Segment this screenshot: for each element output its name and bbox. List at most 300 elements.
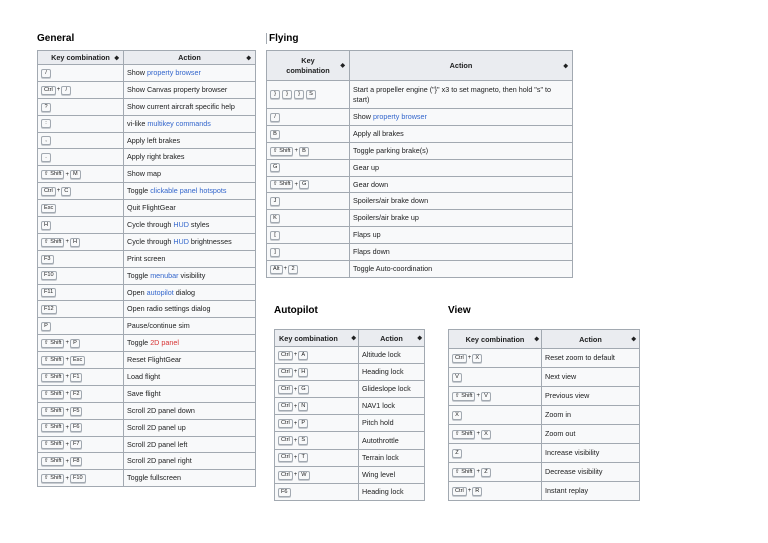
action-cell bbox=[542, 482, 640, 501]
key-cap: P bbox=[70, 339, 80, 348]
key-cap: ⇧ Shift bbox=[41, 356, 64, 365]
flying-table-body bbox=[267, 81, 573, 278]
action-cell bbox=[350, 261, 573, 278]
action-text: Toggle bbox=[127, 186, 151, 196]
action-cell bbox=[124, 352, 256, 369]
action-cell bbox=[359, 466, 425, 483]
table-row bbox=[38, 149, 256, 166]
plus-sign: + bbox=[65, 171, 69, 178]
key-combination-cell bbox=[38, 436, 124, 453]
action-cell bbox=[359, 398, 425, 415]
column-header-action[interactable]: Action ◆ bbox=[359, 330, 425, 347]
plus-sign: + bbox=[65, 391, 69, 398]
action-cell bbox=[542, 349, 640, 368]
action-text: dialog bbox=[173, 287, 195, 297]
key-cap: Z bbox=[481, 468, 491, 477]
key-combination-cell bbox=[38, 284, 124, 301]
table-row bbox=[38, 217, 256, 234]
action-cell bbox=[124, 318, 256, 335]
wiki-link[interactable]: property browser bbox=[372, 111, 427, 121]
key-cap: Ctrl bbox=[278, 385, 293, 394]
action-text: Toggle bbox=[127, 270, 151, 280]
table-row bbox=[267, 176, 573, 193]
action-cell bbox=[124, 149, 256, 166]
key-cap: S bbox=[306, 90, 316, 99]
table-row bbox=[449, 349, 640, 368]
sort-icon[interactable]: ◆ bbox=[114, 55, 119, 61]
plus-sign: + bbox=[293, 454, 298, 461]
key-cap: X bbox=[452, 411, 462, 420]
key-cap: F5 bbox=[70, 407, 83, 416]
table-row bbox=[275, 415, 425, 432]
action-cell bbox=[350, 227, 573, 244]
key-combination-cell bbox=[38, 453, 124, 470]
action-cell bbox=[124, 233, 256, 250]
action-text: Show map bbox=[127, 169, 161, 179]
general-table-body bbox=[38, 65, 256, 487]
plus-sign: + bbox=[293, 369, 298, 376]
key-cap: / bbox=[61, 86, 71, 95]
key-cap: X bbox=[481, 430, 491, 439]
action-text: Start a propeller engine ("}" x3 to set magneto, then hold "s" to start) bbox=[353, 84, 551, 104]
action-text: Apply left brakes bbox=[127, 135, 181, 145]
action-text: Zoom out bbox=[545, 429, 576, 438]
key-combination-cell bbox=[275, 347, 359, 364]
table-row bbox=[38, 183, 256, 200]
action-text: Pitch hold bbox=[362, 418, 394, 428]
key-cap: B bbox=[299, 147, 309, 156]
key-cap: } bbox=[294, 90, 304, 99]
table-row bbox=[267, 142, 573, 159]
key-cap: ? bbox=[41, 103, 51, 112]
action-text: Show bbox=[127, 67, 147, 77]
table-row bbox=[275, 449, 425, 466]
sort-icon[interactable]: ◆ bbox=[246, 55, 251, 61]
key-cap: F10 bbox=[41, 271, 57, 280]
table-row bbox=[267, 159, 573, 176]
wiki-link[interactable]: HUD bbox=[173, 219, 189, 229]
action-cell bbox=[124, 200, 256, 217]
key-cap: ⇧ Shift bbox=[41, 238, 64, 247]
action-cell bbox=[542, 368, 640, 387]
plus-sign: + bbox=[65, 357, 69, 364]
action-cell bbox=[124, 65, 256, 82]
plus-sign: + bbox=[467, 488, 472, 495]
wiki-link[interactable]: clickable panel hotspots bbox=[150, 186, 227, 196]
action-cell bbox=[350, 193, 573, 210]
plus-sign: + bbox=[65, 340, 69, 347]
key-combination-cell bbox=[275, 432, 359, 449]
wiki-link[interactable]: HUD bbox=[173, 236, 189, 246]
key-cap: ⇧ Shift bbox=[41, 339, 64, 348]
view-heading: View bbox=[448, 305, 471, 316]
view-section bbox=[448, 305, 640, 501]
table-row bbox=[38, 318, 256, 335]
action-cell bbox=[542, 444, 640, 463]
key-combination-cell bbox=[267, 81, 350, 109]
action-cell bbox=[124, 284, 256, 301]
wiki-link[interactable]: property browser bbox=[146, 67, 201, 77]
action-cell bbox=[350, 210, 573, 227]
key-cap: Ctrl bbox=[278, 471, 293, 480]
table-row bbox=[449, 387, 640, 406]
sort-icon[interactable]: ◆ bbox=[563, 63, 568, 69]
action-text: Apply all brakes bbox=[353, 128, 404, 138]
plus-sign: + bbox=[65, 475, 69, 482]
table-row bbox=[38, 369, 256, 386]
key-cap: Ctrl bbox=[41, 187, 56, 196]
key-combination-cell bbox=[449, 387, 542, 406]
action-text: Reset FlightGear bbox=[127, 355, 182, 365]
sort-icon[interactable]: ◆ bbox=[534, 336, 539, 343]
flying-heading: Flying bbox=[266, 33, 573, 44]
autopilot-heading: Autopilot bbox=[274, 305, 318, 316]
sort-icon[interactable]: ◆ bbox=[351, 335, 356, 342]
plus-sign: + bbox=[283, 266, 288, 273]
action-text: Scroll 2D panel up bbox=[127, 422, 186, 432]
key-combination-cell bbox=[38, 81, 124, 98]
key-cap: Alt bbox=[270, 265, 283, 274]
general-table bbox=[37, 50, 256, 487]
key-cap: J bbox=[270, 197, 280, 206]
column-header-key-combination[interactable]: Key combination ◆ bbox=[38, 51, 124, 65]
key-cap: G bbox=[270, 163, 280, 172]
action-cell bbox=[350, 109, 573, 126]
table-row bbox=[38, 301, 256, 318]
key-cap: F7 bbox=[70, 440, 83, 449]
table-row bbox=[267, 261, 573, 278]
key-combination-cell bbox=[449, 482, 542, 501]
key-combination-cell bbox=[275, 398, 359, 415]
key-combination-cell bbox=[38, 217, 124, 234]
action-text: Load flight bbox=[127, 371, 161, 381]
action-text: vi-like bbox=[127, 118, 148, 128]
action-text: Toggle bbox=[127, 338, 151, 348]
autopilot-section bbox=[274, 305, 425, 501]
key-combination-cell bbox=[449, 444, 542, 463]
table-row bbox=[38, 200, 256, 217]
table-row bbox=[38, 98, 256, 115]
plus-sign: + bbox=[293, 352, 298, 359]
table-row bbox=[38, 436, 256, 453]
key-cap: W bbox=[298, 471, 309, 480]
flying-table bbox=[266, 50, 573, 278]
key-combination-cell bbox=[275, 483, 359, 500]
key-combination-cell bbox=[38, 402, 124, 419]
plus-sign: + bbox=[476, 469, 480, 476]
key-cap: H bbox=[41, 221, 51, 230]
action-cell bbox=[124, 132, 256, 149]
plus-sign: + bbox=[467, 355, 472, 362]
key-combination-cell bbox=[449, 406, 542, 425]
action-text: Print screen bbox=[127, 253, 166, 263]
action-cell bbox=[359, 347, 425, 364]
action-cell bbox=[350, 244, 573, 261]
key-cap: Ctrl bbox=[41, 86, 56, 95]
key-combination-cell bbox=[449, 425, 542, 444]
red-link[interactable]: 2D panel bbox=[150, 338, 179, 348]
key-cap: F6 bbox=[70, 423, 83, 432]
key-cap: ⇧ Shift bbox=[270, 180, 293, 189]
action-text: Pause/continue sim bbox=[127, 321, 190, 331]
action-text: Spoilers/air brake up bbox=[353, 213, 419, 223]
key-combination-cell bbox=[38, 183, 124, 200]
plus-sign: + bbox=[65, 441, 69, 448]
key-combination-cell bbox=[38, 470, 124, 487]
column-header-action[interactable]: Action ◆ bbox=[124, 51, 256, 65]
key-cap: ⇧ Shift bbox=[41, 170, 64, 179]
table-row bbox=[38, 385, 256, 402]
action-cell bbox=[124, 183, 256, 200]
key-combination-cell bbox=[38, 233, 124, 250]
autopilot-table bbox=[274, 329, 425, 501]
action-cell bbox=[124, 250, 256, 267]
action-text: Heading lock bbox=[362, 367, 404, 377]
action-text: Gear down bbox=[353, 179, 389, 189]
key-cap: F11 bbox=[41, 288, 56, 297]
action-text: Heading lock bbox=[362, 486, 404, 496]
key-cap: Ctrl bbox=[278, 402, 293, 411]
action-cell bbox=[124, 98, 256, 115]
table-row bbox=[275, 432, 425, 449]
action-cell bbox=[124, 81, 256, 98]
key-combination-cell bbox=[38, 335, 124, 352]
key-cap: , bbox=[41, 136, 51, 145]
key-cap: ⇧ Shift bbox=[41, 407, 64, 416]
action-text: Show current aircraft specific help bbox=[127, 101, 235, 111]
key-cap: Ctrl bbox=[278, 368, 293, 377]
key-cap: X bbox=[472, 354, 482, 363]
key-combination-cell bbox=[38, 250, 124, 267]
general-heading: General bbox=[37, 33, 75, 44]
plus-sign: + bbox=[293, 420, 298, 427]
table-row bbox=[38, 352, 256, 369]
action-text: Glideslope lock bbox=[362, 384, 411, 394]
action-cell bbox=[124, 419, 256, 436]
action-cell bbox=[124, 217, 256, 234]
plus-sign: + bbox=[56, 188, 61, 195]
key-combination-cell bbox=[267, 193, 350, 210]
action-text: Quit FlightGear bbox=[127, 203, 176, 213]
key-cap: ⇧ Shift bbox=[452, 392, 475, 401]
plus-sign: + bbox=[476, 431, 480, 438]
table-row bbox=[267, 193, 573, 210]
wiki-link[interactable]: menubar bbox=[150, 270, 179, 280]
key-cap: C bbox=[61, 187, 71, 196]
table-row bbox=[449, 463, 640, 482]
action-text: Show bbox=[353, 111, 373, 121]
sort-icon[interactable]: ◆ bbox=[631, 336, 636, 343]
action-text: Wing level bbox=[362, 469, 396, 479]
sort-icon[interactable]: ◆ bbox=[417, 335, 422, 342]
key-combination-cell bbox=[38, 132, 124, 149]
key-combination-cell bbox=[38, 267, 124, 284]
table-row bbox=[38, 335, 256, 352]
column-header-key-combination[interactable]: Key combination ◆ bbox=[449, 330, 542, 349]
action-text: Save flight bbox=[127, 388, 161, 398]
key-cap: : bbox=[41, 119, 51, 128]
action-text: Flaps up bbox=[353, 230, 381, 240]
plus-sign: + bbox=[294, 181, 298, 188]
wiki-link[interactable]: autopilot bbox=[146, 287, 174, 297]
key-combination-cell bbox=[38, 98, 124, 115]
table-row bbox=[38, 470, 256, 487]
plus-sign: + bbox=[65, 424, 69, 431]
table-row bbox=[267, 227, 573, 244]
key-combination-cell bbox=[38, 166, 124, 183]
key-cap: ⇧ Shift bbox=[41, 390, 64, 399]
table-row bbox=[275, 483, 425, 500]
table-row bbox=[38, 267, 256, 284]
key-combination-cell bbox=[449, 463, 542, 482]
key-combination-cell bbox=[38, 200, 124, 217]
column-header-key-combination[interactable]: Key combination ◆ bbox=[275, 330, 359, 347]
table-row bbox=[275, 364, 425, 381]
action-text: Autothrottle bbox=[362, 435, 399, 445]
action-text: Toggle Auto-coordination bbox=[353, 263, 433, 273]
action-cell bbox=[124, 436, 256, 453]
sort-icon[interactable]: ◆ bbox=[340, 62, 345, 69]
action-cell bbox=[350, 142, 573, 159]
key-cap: ] bbox=[270, 248, 280, 257]
key-cap: } bbox=[270, 90, 280, 99]
table-row bbox=[449, 368, 640, 387]
action-cell bbox=[542, 425, 640, 444]
key-combination-cell bbox=[275, 466, 359, 483]
key-combination-cell bbox=[449, 368, 542, 387]
key-cap: R bbox=[472, 487, 482, 496]
action-cell bbox=[350, 81, 573, 109]
plus-sign: + bbox=[65, 458, 69, 465]
key-cap: Ctrl bbox=[278, 453, 293, 462]
key-cap: V bbox=[452, 373, 462, 382]
action-text: Altitude lock bbox=[362, 350, 401, 360]
action-cell bbox=[350, 125, 573, 142]
table-row bbox=[275, 381, 425, 398]
table-row bbox=[38, 250, 256, 267]
action-cell bbox=[124, 453, 256, 470]
table-row bbox=[267, 81, 573, 109]
action-cell bbox=[350, 176, 573, 193]
action-cell bbox=[359, 483, 425, 500]
action-cell bbox=[124, 267, 256, 284]
column-header-action[interactable]: Action ◆ bbox=[350, 51, 573, 81]
key-cap: K bbox=[270, 214, 280, 223]
action-cell bbox=[124, 385, 256, 402]
key-combination-cell bbox=[275, 449, 359, 466]
key-cap: M bbox=[70, 170, 81, 179]
table-row bbox=[38, 453, 256, 470]
action-cell bbox=[124, 301, 256, 318]
key-cap: Ctrl bbox=[452, 487, 467, 496]
key-combination-cell bbox=[267, 261, 350, 278]
action-text: Next view bbox=[545, 372, 577, 381]
key-cap: T bbox=[298, 453, 308, 462]
action-cell bbox=[124, 335, 256, 352]
table-row bbox=[449, 482, 640, 501]
key-cap: N bbox=[298, 402, 308, 411]
key-cap: ⇧ Shift bbox=[41, 373, 64, 382]
key-combination-cell bbox=[38, 385, 124, 402]
key-combination-cell bbox=[38, 301, 124, 318]
action-text: NAV1 lock bbox=[362, 401, 396, 411]
action-cell bbox=[124, 115, 256, 132]
key-cap: F3 bbox=[41, 255, 54, 264]
table-row bbox=[267, 125, 573, 142]
key-cap: Ctrl bbox=[452, 354, 467, 363]
key-cap: ⇧ Shift bbox=[41, 457, 64, 466]
key-cap: ⇧ Shift bbox=[452, 468, 475, 477]
action-text: Spoilers/air brake down bbox=[353, 196, 429, 206]
table-row bbox=[38, 233, 256, 250]
table-row bbox=[275, 466, 425, 483]
action-cell bbox=[542, 387, 640, 406]
key-cap: G bbox=[298, 385, 308, 394]
plus-sign: + bbox=[65, 239, 69, 246]
action-text: Previous view bbox=[545, 391, 590, 400]
table-row bbox=[38, 402, 256, 419]
key-cap: 2 bbox=[288, 265, 298, 274]
action-text: Flaps down bbox=[353, 247, 390, 257]
action-text: Cycle through bbox=[127, 219, 174, 229]
key-combination-cell bbox=[275, 415, 359, 432]
action-text: Terrain lock bbox=[362, 452, 399, 462]
key-cap: Ctrl bbox=[278, 419, 293, 428]
key-cap: ⇧ Shift bbox=[41, 440, 64, 449]
table-row bbox=[275, 347, 425, 364]
action-text: Scroll 2D panel down bbox=[127, 405, 195, 415]
key-combination-cell bbox=[449, 349, 542, 368]
action-text: Toggle fullscreen bbox=[127, 473, 181, 483]
key-combination-cell bbox=[267, 210, 350, 227]
action-text: brightnesses bbox=[188, 236, 232, 246]
plus-sign: + bbox=[65, 374, 69, 381]
action-text: Show Canvas property browser bbox=[127, 84, 228, 94]
table-row bbox=[38, 81, 256, 98]
key-combination-cell bbox=[267, 227, 350, 244]
column-header-action[interactable]: Action ◆ bbox=[542, 330, 640, 349]
plus-sign: + bbox=[293, 472, 298, 478]
key-combination-cell bbox=[275, 381, 359, 398]
key-cap: Esc bbox=[70, 356, 85, 365]
key-cap: G bbox=[299, 180, 309, 189]
table-row bbox=[275, 398, 425, 415]
key-cap: S bbox=[298, 436, 308, 445]
action-cell bbox=[542, 406, 640, 425]
plus-sign: + bbox=[293, 386, 298, 393]
action-cell bbox=[359, 449, 425, 466]
table-row bbox=[38, 284, 256, 301]
column-header-key-combination[interactable]: Key combination ◆ bbox=[267, 51, 350, 81]
key-cap: F6 bbox=[278, 488, 291, 497]
key-cap: F10 bbox=[70, 474, 86, 483]
plus-sign: + bbox=[293, 403, 298, 410]
wiki-link[interactable]: multikey commands bbox=[147, 118, 211, 128]
key-cap: Esc bbox=[41, 204, 56, 213]
key-cap: V bbox=[481, 392, 491, 401]
key-cap: Ctrl bbox=[278, 436, 293, 445]
table-row bbox=[38, 132, 256, 149]
key-combination-cell bbox=[275, 364, 359, 381]
key-combination-cell bbox=[38, 369, 124, 386]
key-cap: Z bbox=[452, 449, 462, 458]
key-combination-cell bbox=[38, 419, 124, 436]
key-combination-cell bbox=[38, 318, 124, 335]
action-text: Open bbox=[127, 287, 147, 297]
key-cap: ⇧ Shift bbox=[41, 423, 64, 432]
table-row bbox=[38, 419, 256, 436]
key-combination-cell bbox=[267, 142, 350, 159]
